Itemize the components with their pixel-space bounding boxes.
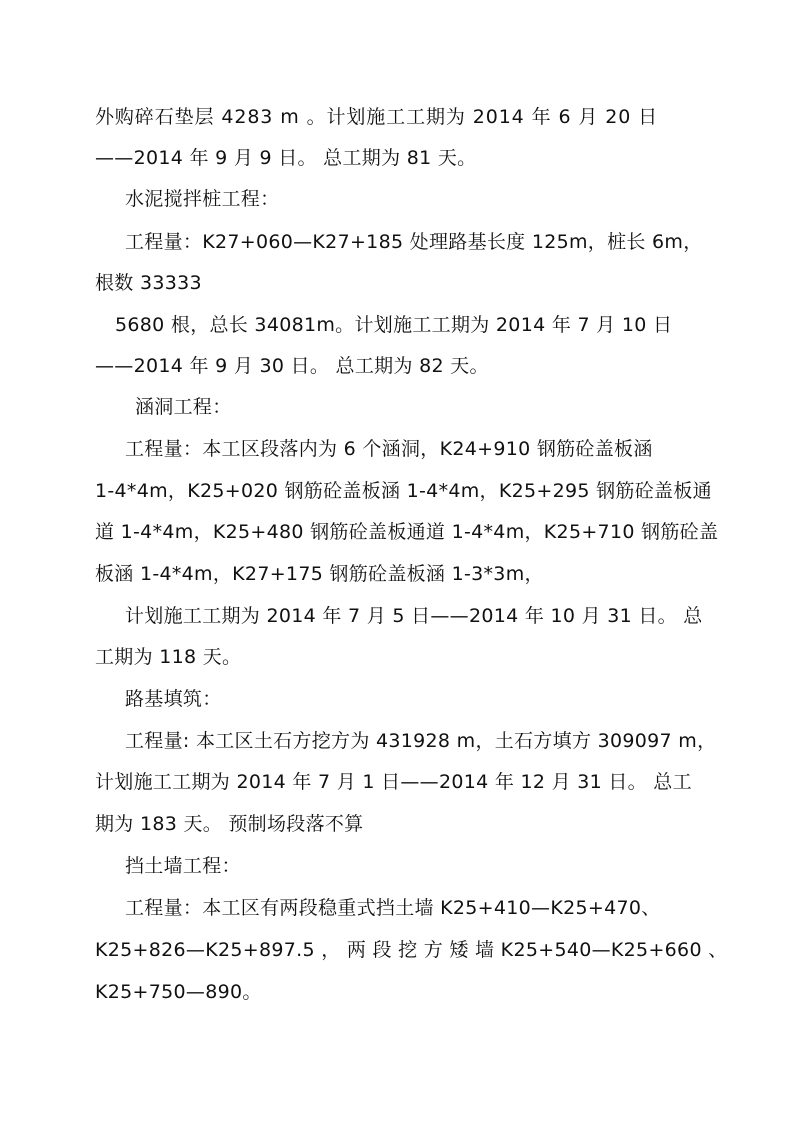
text-line: ——2014 年 9 月 30 日。 总工期为 82 天。	[95, 355, 489, 377]
text-line: 1-4*4m，K25+020 钢筋砼盖板涵 1-4*4m，K25+295 钢筋砼盖板通	[95, 480, 712, 502]
text-line: 计划施工工期为 2014 年 7 月 1 日——2014 年 12 月 31 日。 总工	[95, 771, 692, 793]
text-line: 期为 183 天。 预制场段落不算	[95, 813, 364, 835]
section-heading: 水泥搅拌桩工程：	[125, 188, 280, 210]
text-line: K25+750—890。	[95, 981, 262, 1003]
text-line: 板涵 1-4*4m，K27+175 钢筋砼盖板涵 1-3*3m，	[95, 563, 544, 585]
text-line: 计划施工工期为 2014 年 7 月 5 日——2014 年 10 月 31 日。 总	[125, 605, 703, 627]
text-line: 工程量：本工区有两段稳重式挡土墙 K25+410—K25+470、	[125, 897, 661, 919]
text-line: 5680 根，总长 34081m。计划施工工期为 2014 年 7 月 10 日	[115, 314, 673, 336]
section-heading: 挡土墙工程：	[125, 855, 241, 877]
text-line: 道 1-4*4m，K25+480 钢筋砼盖板通道 1-4*4m，K25+710 钢筋砼盖	[95, 521, 719, 543]
text-line: 工程量：本工区段落内为 6 个涵洞，K24+910 钢筋砼盖板涵	[125, 438, 653, 460]
text-line: K25+826—K25+897.5 ， 两 段 挖 方 矮 墙 K25+540—K25+660 、	[95, 939, 728, 961]
section-heading: 路基填筑：	[125, 688, 222, 710]
text-line: 工程量: 本工区土石方挖方为 431928 m，土石方填方 309097 m，	[125, 730, 717, 752]
text-line: 工程量：K27+060—K27+185 处理路基长度 125m，桩长 6m，	[125, 231, 703, 253]
section-heading: 涵洞工程：	[135, 396, 232, 418]
text-line: 外购碎石垫层 4283 m 。计划施工工期为 2014 年 6 月 20 日	[95, 106, 659, 128]
text-line: ——2014 年 9 月 9 日。 总工期为 81 天。	[95, 147, 477, 169]
text-line: 根数 33333	[95, 272, 202, 294]
text-line: 工期为 118 天。	[95, 646, 242, 668]
